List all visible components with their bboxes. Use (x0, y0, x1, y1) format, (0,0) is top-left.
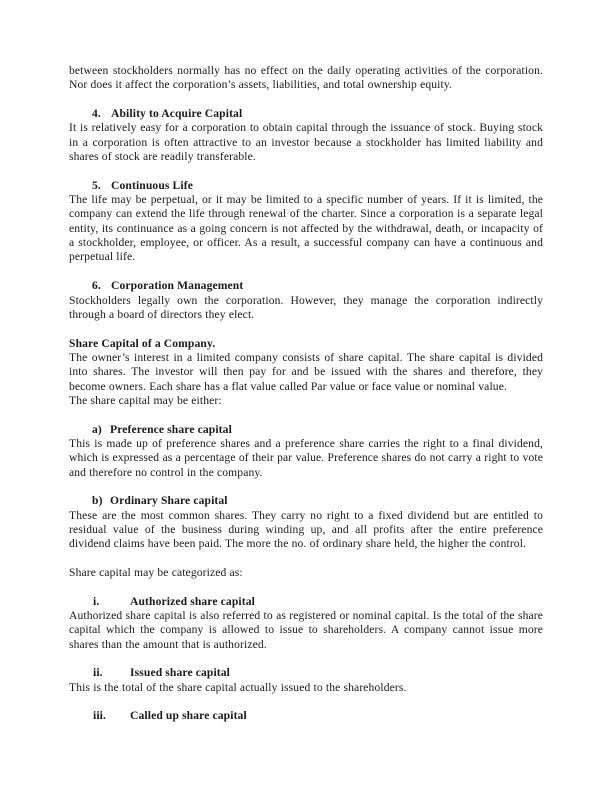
paragraph-share-capital-body: The owner’s interest in a limited company consists of share capital. The share capital is divided into shares. The investor will then pay for and be issued with the shares and therefore, they become owners. Each share has a flat value called Par value or face value or nominal value. (69, 350, 543, 393)
spacer (69, 265, 543, 279)
heading-ability-to-acquire-capital (69, 107, 543, 121)
spacer (69, 552, 543, 566)
paragraph-corporation-management: Stockholders legally own the corporation. However, they manage the corporation indirectly through a board of directors they elect. (69, 293, 543, 321)
spacer (69, 695, 543, 709)
heading-corporation-management (69, 279, 543, 293)
paragraph-preference-share-capital: This is made up of preference shares and a preference share carries the right to a final dividend, which is expressed as a percentage of their par value. Preference shares do not carry a right to vote and therefore no control in the company. (69, 436, 543, 479)
paragraph-ability-to-acquire-capital: It is relatively easy for a corporation to obtain capital through the issuance of stock. Buying stock in a corporation is often attractive to an investor because a stockholder has limited liability and shares of stock are readily transferable. (69, 121, 543, 164)
spacer (69, 93, 543, 107)
heading-marker: ii. (93, 666, 103, 680)
heading-text: Corporation Management (111, 279, 244, 293)
heading-text: Authorized share capital (130, 594, 255, 608)
heading-text: Called up share capital (130, 709, 247, 723)
paragraph-categorized-intro: Share capital may be categorized as: (69, 566, 243, 580)
spacer (69, 408, 543, 422)
heading-ordinary-share-capital (69, 494, 543, 508)
heading-share-capital-of-a-company: Share Capital of a Company. (69, 336, 216, 350)
spacer (69, 652, 543, 666)
paragraph-share-capital-may-be-either: The share capital may be either: (69, 393, 222, 407)
heading-text: Preference share capital (110, 422, 232, 436)
heading-text: Ability to Acquire Capital (111, 107, 243, 121)
spacer (69, 164, 543, 178)
heading-marker: 4. (92, 107, 101, 121)
heading-marker: 6. (92, 279, 101, 293)
heading-called-up-share-capital (69, 709, 543, 723)
heading-marker: a) (92, 422, 102, 436)
heading-text: Ordinary Share capital (110, 494, 228, 508)
intro-paragraph: between stockholders normally has no effect on the daily operating activities of the corporation. Nor does it affect the corporation’s assets, liabilities, and total ownership equity. (69, 64, 543, 92)
heading-preference-share-capital (69, 423, 543, 437)
heading-text: Issued share capital (130, 666, 231, 680)
spacer (69, 580, 543, 594)
heading-authorized-share-capital (69, 595, 543, 609)
heading-text: Continuous Life (111, 178, 193, 192)
paragraph-authorized-share-capital: Authorized share capital is also referred to as registered or nominal capital. Is the total of the share capital which the company is allowed to issue to shareholders. A company cannot issue more shares than the amount that is authorized. (69, 609, 543, 651)
text-column (69, 64, 543, 724)
heading-marker: 5. (92, 178, 101, 192)
paragraph-issued-share-capital: This is the total of the share capital actually issued to the shareholders. (69, 680, 407, 694)
heading-issued-share-capital (69, 666, 543, 680)
spacer (69, 480, 543, 494)
spacer (69, 322, 543, 336)
paragraph-ordinary-share-capital: These are the most common shares. They carry no right to a fixed dividend but are entitled to residual value of the business during winding up, and all profits after the entire preference dividend claims have been paid. The more the no. of ordinary share held, the higher the control. (69, 508, 543, 551)
paragraph-continuous-life: The life may be perpetual, or it may be limited to a specific number of years. If it is limited, the company can extend the life through renewal of the charter. Since a corporation is a separate legal entity, its continuance as a going concern is not affected by the withdrawal, death, or incapacity of a stockholder, employee, or officer. As a result, a successful company can have a continuous and perpetual life. (69, 193, 543, 264)
heading-marker: i. (93, 594, 100, 608)
heading-marker: iii. (93, 709, 107, 723)
heading-marker: b) (92, 494, 103, 508)
heading-continuous-life (69, 179, 543, 193)
